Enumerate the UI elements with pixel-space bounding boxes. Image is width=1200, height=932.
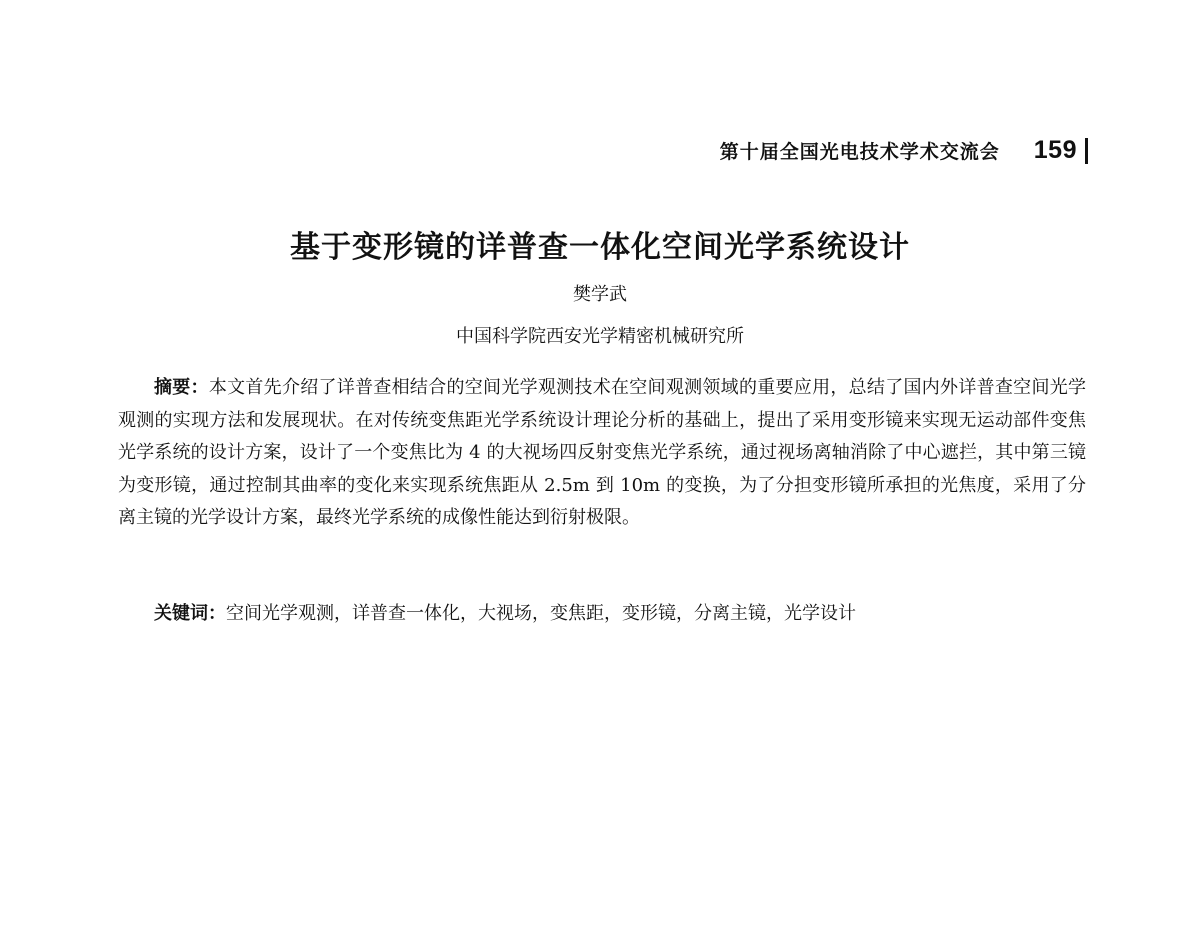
page-number: 159	[1033, 136, 1077, 164]
keywords-label: 关键词：	[154, 603, 226, 624]
keywords-paragraph	[118, 598, 1086, 630]
author-affiliation: 中国科学院西安光学精密机械研究所	[456, 326, 744, 347]
abstract-paragraph	[118, 372, 1086, 535]
keywords-text: 空间光学观测，详普查一体化，大视场，变焦距，变形镜，分离主镜，光学设计	[226, 603, 856, 624]
abstract-label: 摘要：	[154, 377, 209, 398]
header-rule	[1085, 138, 1088, 164]
running-header	[720, 136, 1088, 165]
abstract-text: 本文首先介绍了详普查相结合的空间光学观测技术在空间观测领域的重要应用，总结了国内外详普查空间光学观测的实现方法和发展现状。在对传统变焦距光学系统设计理论分析的基础上，提出了采用变形镜来实现无运动部件变焦光学系统的设计方案，设计了一个变焦比为 4 的大视场四反射变焦光学系统，通过视场离轴消除了中心遮拦，其中第三镜为变形镜，通过控制其曲率的变化来实现系统焦距从 2.5m 到 10m 的变换，为了分担变形镜所承担的光焦度，采用了分离主镜的光学设计方案，最终光学系统的成像性能达到衍射极限。	[118, 377, 1086, 528]
author-name: 樊学武	[573, 284, 627, 305]
conference-name: 第十届全国光电技术学术交流会	[719, 141, 1000, 163]
paper-title: 基于变形镜的详普查一体化空间光学系统设计	[290, 230, 910, 265]
